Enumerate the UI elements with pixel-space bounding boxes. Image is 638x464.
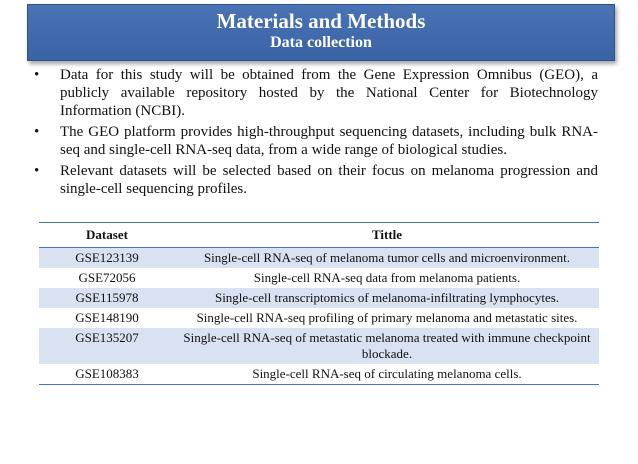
dataset-title-cell: Single-cell transcriptomics of melanoma-infiltrating lymphocytes. bbox=[175, 288, 599, 308]
dataset-id-cell: GSE72056 bbox=[78, 270, 136, 285]
dataset-title-cell: Single-cell RNA-seq of metastatic melanoma treated with immune checkpoint blockade. bbox=[175, 328, 599, 364]
dataset-id-cell: GSE135207 bbox=[39, 328, 175, 364]
column-header-dataset: Dataset bbox=[39, 223, 175, 248]
section-banner bbox=[27, 4, 615, 61]
bullet-list bbox=[34, 66, 598, 201]
bullet-text: Data for this study will be obtained from the Gene Expression Omnibus (GEO), a publicly available repository hosted by the National Center for Biotechnology Information (NCBI). bbox=[60, 67, 598, 119]
table-row bbox=[39, 288, 599, 308]
dataset-id-cell: GSE123139 bbox=[39, 248, 175, 269]
dataset-title-cell: Single-cell RNA-seq data from melanoma patients. bbox=[253, 270, 521, 285]
column-header-title: Tittle bbox=[175, 223, 599, 248]
bullet-text: Relevant datasets will be selected based on their focus on melanoma progression and single-cell sequencing profiles. bbox=[60, 163, 598, 197]
table-row bbox=[39, 248, 599, 269]
bullet-dot-icon: • bbox=[34, 124, 40, 140]
table-header-row bbox=[39, 223, 599, 248]
dataset-id-cell: GSE115978 bbox=[39, 288, 175, 308]
dataset-title-cell: Single-cell RNA-seq of melanoma tumor cells and microenvironment. bbox=[175, 248, 599, 269]
table-row bbox=[39, 308, 599, 328]
bullet-dot-icon: • bbox=[34, 67, 40, 83]
dataset-table bbox=[39, 222, 599, 385]
dataset-id-cell: GSE148190 bbox=[75, 310, 139, 325]
table-row bbox=[39, 364, 599, 385]
slide-subtitle: Data collection bbox=[270, 34, 372, 51]
bullet-item bbox=[34, 66, 598, 120]
dataset-id-cell: GSE108383 bbox=[39, 364, 175, 385]
bullet-text: The GEO platform provides high-throughput sequencing datasets, including bulk RNA-seq and single-cell RNA-seq data, from a wide range of biological studies. bbox=[60, 124, 598, 158]
dataset-title-cell: Single-cell RNA-seq of circulating melanoma cells. bbox=[175, 364, 599, 385]
dataset-title-cell: Single-cell RNA-seq profiling of primary melanoma and metastatic sites. bbox=[196, 310, 578, 325]
slide-title: Materials and Methods bbox=[216, 9, 426, 33]
bullet-item bbox=[34, 162, 598, 198]
table-row bbox=[39, 328, 599, 364]
bullet-item bbox=[34, 123, 598, 159]
table-row bbox=[39, 268, 599, 288]
bullet-dot-icon: • bbox=[34, 163, 40, 179]
